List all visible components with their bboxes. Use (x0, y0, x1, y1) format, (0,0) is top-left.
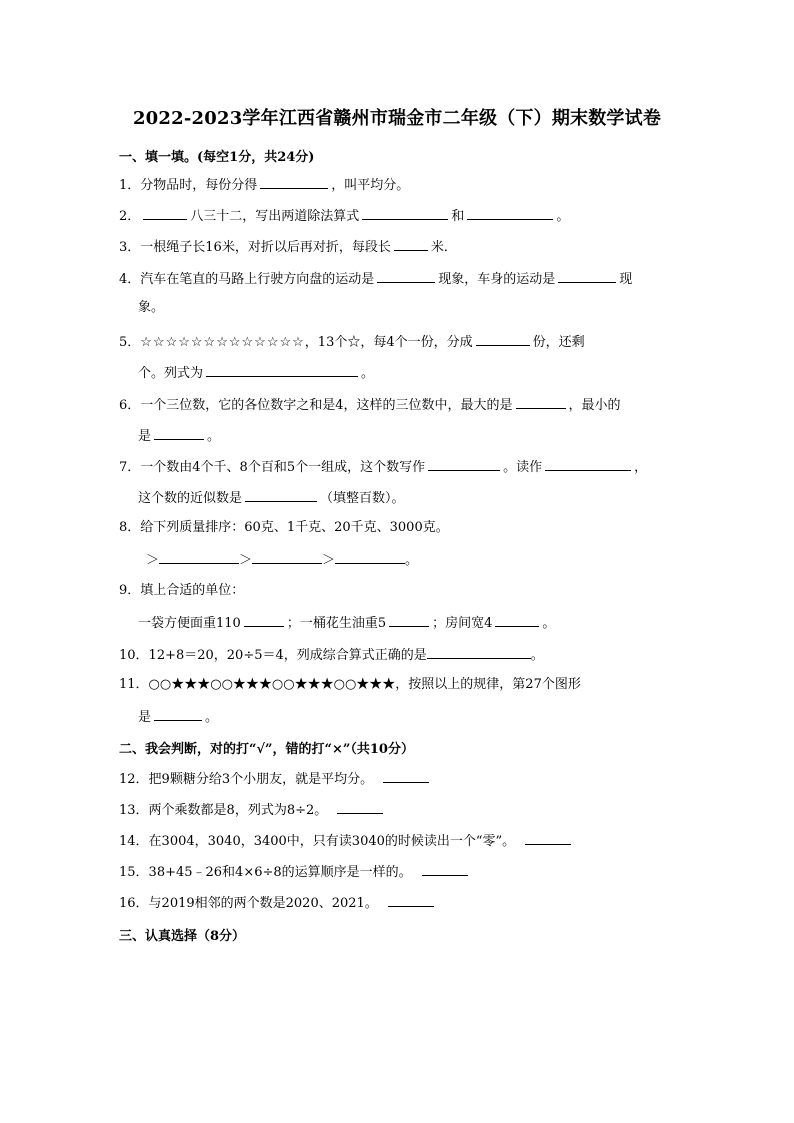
answer-blank[interactable] (260, 176, 328, 189)
answer-blank[interactable] (394, 238, 428, 251)
question-10: 10．12+8＝20，20÷5＝4，列成综合算式正确的是 。 (119, 648, 544, 663)
exam-title: 2022-2023学年江西省赣州市瑞金市二年级（下）期末数学试卷 (132, 108, 662, 129)
question-7-cont: 这个数的近似数是 （填整百数）。 (138, 491, 405, 506)
question-1: 1．分物品时，每份分得 ，叫平均分。 (119, 178, 410, 193)
answer-blank[interactable] (525, 832, 571, 845)
answer-blank[interactable] (143, 207, 187, 220)
section-3-heading: 三、认真选择（8分） (119, 929, 246, 944)
section-1-heading: 一、填一填。(每空1分，共24分) (119, 150, 315, 165)
question-2: 2． 八三十二，写出两道除法算式 和 。 (119, 209, 570, 224)
question-16: 16．与2019相邻的两个数是2020、2021。 (119, 894, 437, 912)
answer-blank[interactable] (383, 770, 429, 783)
question-3: 3．一根绳子长16米，对折以后再对折，每段长 米． (119, 240, 457, 255)
question-8-order: ＞ ＞ ＞ 。 (146, 553, 419, 568)
question-15: 15．38+45﹣26和4×6÷8的运算顺序是一样的。 (119, 863, 471, 881)
answer-blank[interactable] (545, 458, 631, 471)
answer-blank[interactable] (154, 708, 202, 721)
question-4: 4．汽车在笔直的马路上行驶方向盘的运动是 现象，车身的运动是 现 (119, 272, 633, 287)
shape-pattern: ○○★★★○○★★★○○★★★○○★★★ (148, 677, 396, 692)
question-7: 7．一个数由4个千、8个百和5个一组成，这个数写作 。读作 ， (119, 460, 648, 475)
answer-blank[interactable] (337, 801, 383, 814)
answer-blank[interactable] (476, 333, 530, 346)
question-5: 5．☆☆☆☆☆☆☆☆☆☆☆☆☆，13个☆，每4个一份，分成 份，还剩 (119, 335, 585, 350)
section-2-heading: 二、我会判断，对的打“√”，错的打“×”（共10分） (119, 742, 414, 757)
answer-blank[interactable] (252, 551, 322, 564)
answer-blank[interactable] (244, 614, 284, 627)
answer-blank[interactable] (495, 614, 539, 627)
question-9: 9．填上合适的单位： (119, 583, 245, 598)
answer-blank[interactable] (335, 551, 405, 564)
answer-blank[interactable] (516, 396, 566, 409)
answer-blank[interactable] (389, 614, 429, 627)
answer-blank[interactable] (422, 863, 468, 876)
question-12: 12．把9颗糖分给3个小朋友，就是平均分。 (119, 770, 432, 788)
answer-blank[interactable] (154, 427, 204, 440)
answer-blank[interactable] (428, 458, 500, 471)
question-5-cont: 个。列式为 。 (138, 366, 375, 381)
question-13: 13．两个乘数都是8，列式为8÷2。 (119, 801, 386, 819)
answer-blank[interactable] (427, 646, 531, 659)
answer-blank[interactable] (388, 894, 434, 907)
answer-blank[interactable] (159, 551, 239, 564)
question-6-cont: 是 。 (138, 429, 221, 444)
answer-blank[interactable] (558, 270, 616, 283)
star-row: ☆☆☆☆☆☆☆☆☆☆☆☆☆ (140, 335, 305, 350)
question-11: 11．○○★★★○○★★★○○★★★○○★★★，按照以上的规律，第27个图形 (119, 677, 581, 692)
answer-blank[interactable] (377, 270, 435, 283)
answer-blank[interactable] (206, 364, 358, 377)
question-8: 8．给下列质量排序：60克、1千克、20千克、3000克。 (119, 520, 449, 535)
question-6: 6．一个三位数，它的各位数字之和是4，这样的三位数中，最大的是 ，最小的 (119, 398, 621, 413)
question-4-cont: 象。 (138, 300, 165, 315)
answer-blank[interactable] (362, 207, 448, 220)
answer-blank[interactable] (467, 207, 553, 220)
answer-blank[interactable] (245, 489, 317, 502)
question-9-units: 一袋方便面重110 ；一桶花生油重5 ；房间宽4 。 (138, 616, 556, 631)
question-11-cont: 是 。 (138, 710, 219, 725)
question-14: 14．在3004，3040，3400中，只有读3040的时候读出一个“零”。 (119, 832, 574, 850)
